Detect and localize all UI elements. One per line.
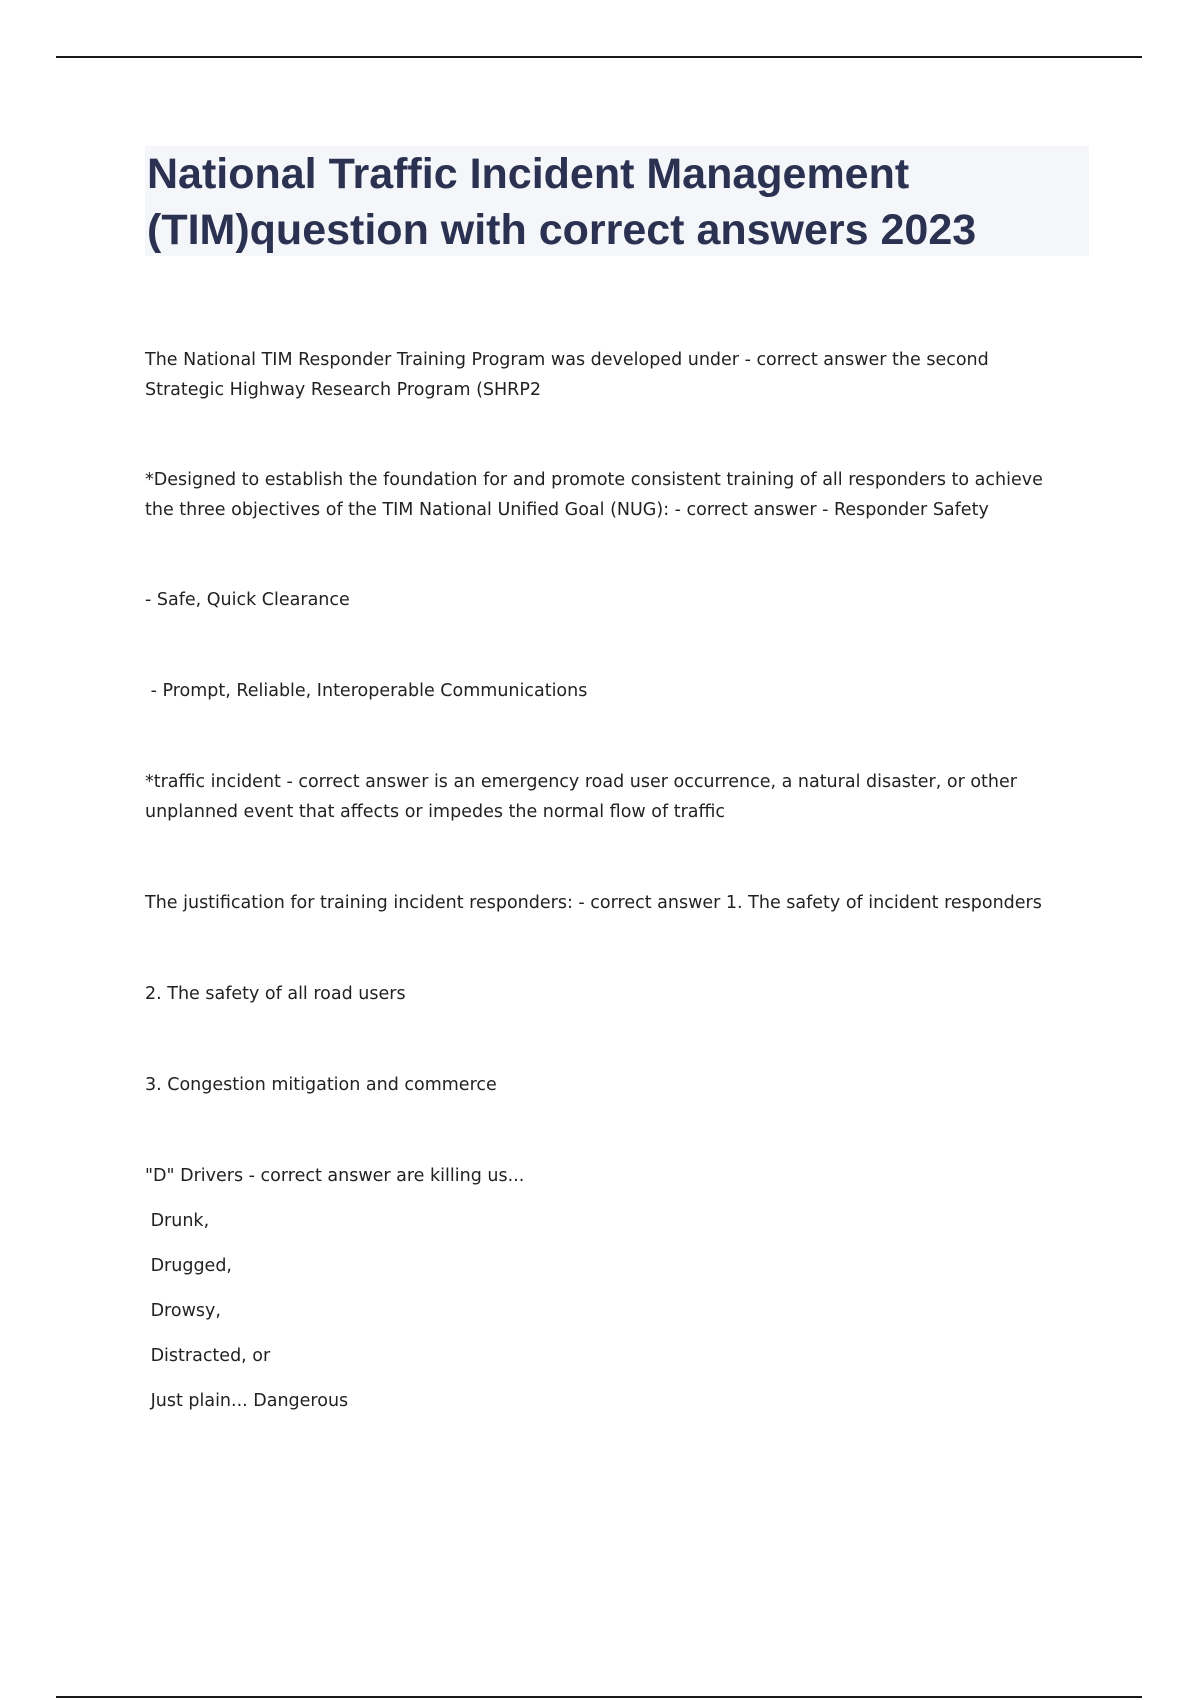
title-line-2: (TIM)question with correct answers 2023 <box>147 206 977 254</box>
list-item-distracted: Distracted, or <box>145 1346 271 1366</box>
list-item-dangerous: Just plain... Dangerous <box>145 1391 349 1411</box>
paragraph-shrp2: The National TIM Responder Training Program was developed under - correct answer the second Strategic Highway Research Program (SHRP2 <box>145 350 989 400</box>
paragraph-d-drivers: "D" Drivers - correct answer are killing us... <box>145 1166 525 1186</box>
top-divider <box>56 56 1142 58</box>
paragraph-traffic-incident: *traffic incident - correct answer is an emergency road user occurrence, a natural disaster, or other unplanned event that affects or impedes the normal flow of traffic <box>145 772 1017 822</box>
document-title <box>145 146 1089 258</box>
title-line-1: National Traffic Incident Management <box>147 150 910 198</box>
paragraph-communications: - Prompt, Reliable, Interoperable Communications <box>145 681 588 701</box>
bottom-divider <box>56 1696 1142 1698</box>
list-item-drowsy: Drowsy, <box>145 1301 221 1321</box>
paragraph-justification: The justification for training incident responders: - correct answer 1. The safety of incident responders <box>145 893 1042 913</box>
paragraph-nug-objectives: *Designed to establish the foundation for and promote consistent training of all responders to achieve the three objectives of the TIM National Unified Goal (NUG): - correct answer - Responder Safety <box>145 470 1043 520</box>
paragraph-road-users: 2. The safety of all road users <box>145 984 406 1004</box>
list-item-drunk: Drunk, <box>145 1211 210 1231</box>
paragraph-congestion: 3. Congestion mitigation and commerce <box>145 1075 497 1095</box>
title-block <box>145 146 1089 256</box>
paragraph-safe-quick-clearance: - Safe, Quick Clearance <box>145 590 350 610</box>
list-item-drugged: Drugged, <box>145 1256 232 1276</box>
